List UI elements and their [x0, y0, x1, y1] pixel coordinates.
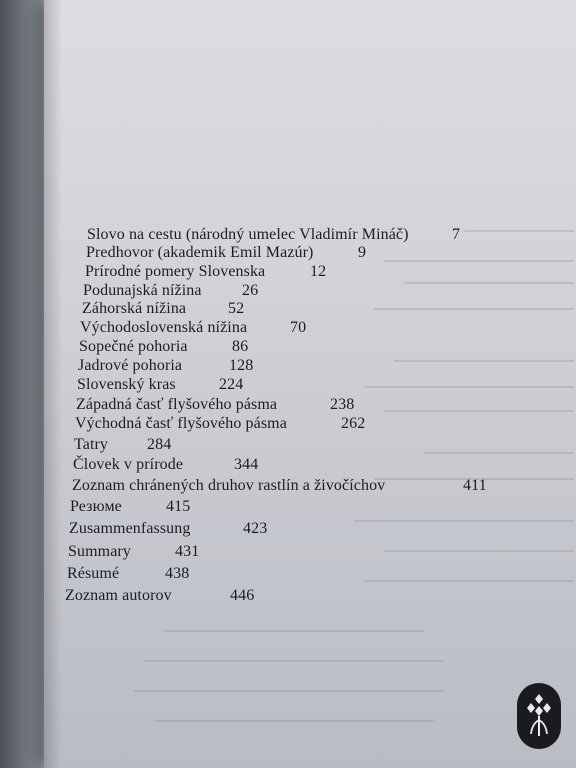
- toc-entry-title: Záhorská nížina: [82, 300, 187, 317]
- toc-entry-page: 26: [242, 282, 259, 299]
- toc-entry-title: Summary: [68, 543, 131, 560]
- toc-entry-page: 438: [165, 565, 190, 582]
- toc-entry[interactable]: [68, 543, 200, 561]
- toc-entry[interactable]: [85, 263, 327, 281]
- toc-entry-page: 262: [341, 415, 366, 432]
- toc-entry-page: 86: [232, 338, 249, 355]
- toc-entry-title: Zoznam chránených druhov rastlín a živočíchov: [72, 477, 386, 494]
- toc-entry-page: 344: [234, 456, 259, 473]
- toc-entry[interactable]: [73, 456, 259, 474]
- toc-entry[interactable]: [72, 477, 487, 495]
- toc-entry-page: 70: [290, 319, 307, 336]
- toc-entry-title: Podunajská nížina: [83, 282, 202, 299]
- toc-entry-title: Východoslovenská nížina: [80, 319, 248, 336]
- diamond-flower-logo-icon: [517, 683, 561, 749]
- toc-entry[interactable]: [78, 357, 254, 375]
- toc-entry-title: Zoznam autorov: [65, 587, 172, 604]
- toc-entry[interactable]: [86, 244, 367, 262]
- toc-entry-page: 7: [452, 226, 461, 243]
- toc-entry-title: Predhovor (akademik Emil Mazúr): [86, 244, 314, 261]
- toc-entry[interactable]: [65, 587, 255, 605]
- toc-entry-title: Východná časť flyšového pásma: [75, 415, 287, 432]
- toc-entry[interactable]: [77, 376, 244, 394]
- toc-entry[interactable]: [70, 498, 191, 516]
- toc-entry-page: 128: [229, 357, 254, 374]
- toc-entry-page: 224: [219, 376, 244, 393]
- toc-entry[interactable]: [82, 300, 245, 318]
- toc-entry-page: 9: [358, 244, 367, 261]
- toc-entry-title: Резюме: [70, 498, 122, 515]
- toc-entry-title: Prírodné pomery Slovenska: [85, 263, 266, 280]
- toc-entry-title: Človek v prírode: [73, 456, 184, 473]
- toc-entry-title: Slovo na cestu (národný umelec Vladimír Mináč): [87, 226, 409, 243]
- toc-entry[interactable]: [83, 282, 259, 300]
- toc-entry-page: 284: [147, 436, 172, 453]
- toc-entry-title: Jadrové pohoria: [78, 357, 183, 374]
- toc-entry-page: 411: [463, 477, 487, 494]
- toc-entry-title: Slovenský kras: [77, 376, 176, 393]
- toc-entry-page: 423: [243, 520, 268, 537]
- toc-entry-title: Tatry: [74, 436, 109, 453]
- toc-entry-page: 52: [228, 300, 245, 317]
- toc-entry[interactable]: [87, 226, 461, 244]
- toc-entry-title: Sopečné pohoria: [79, 338, 188, 355]
- toc-entry[interactable]: [67, 565, 190, 583]
- toc-entry[interactable]: [76, 396, 355, 414]
- toc-entry[interactable]: [79, 338, 249, 356]
- toc-entry-page: 415: [166, 498, 191, 515]
- toc-entry[interactable]: [80, 319, 307, 337]
- toc-entry-title: Résumé: [67, 565, 120, 582]
- toc-entry-title: Západná časť flyšového pásma: [76, 396, 278, 413]
- toc-entry-page: 446: [230, 587, 255, 604]
- toc-entry-page: 431: [175, 543, 200, 560]
- toc-entry[interactable]: [75, 415, 366, 433]
- toc-entry[interactable]: [74, 436, 172, 454]
- toc-entry[interactable]: [69, 520, 268, 538]
- logo-mark: [524, 690, 554, 742]
- toc-entry-title: Zusammenfassung: [69, 520, 191, 537]
- toc-entry-page: 238: [330, 396, 355, 413]
- toc-entry-page: 12: [310, 263, 327, 280]
